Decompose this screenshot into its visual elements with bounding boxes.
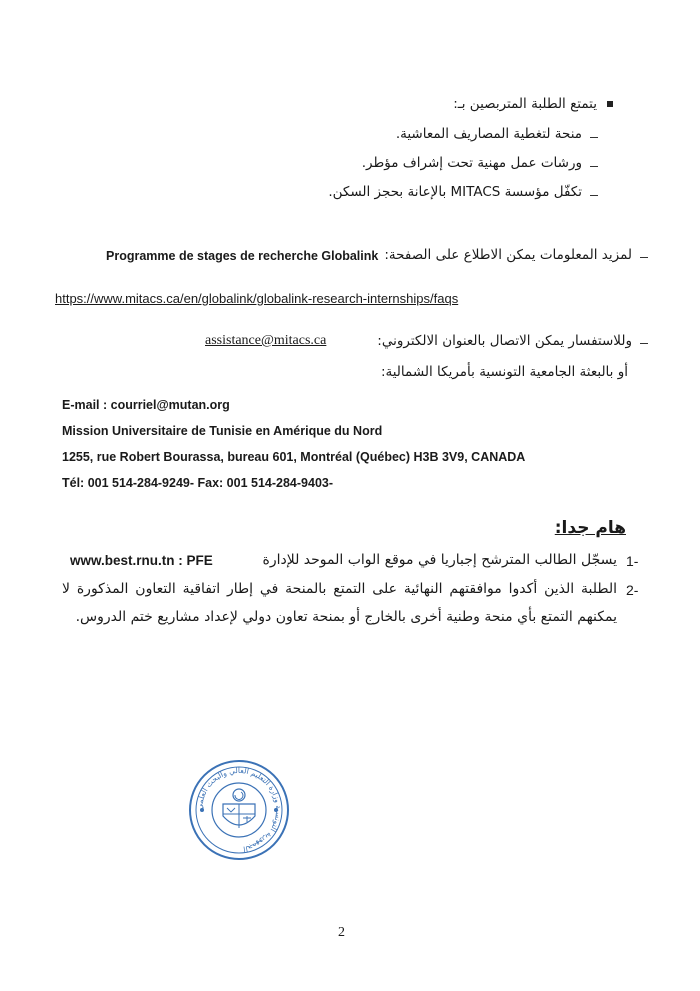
list-dash (590, 166, 598, 167)
item-number: 2- (626, 582, 639, 598)
list-dash (640, 343, 648, 344)
seal-text: الجمهورية التونسية وزارة التعليم العالي والبحث العلمي (194, 765, 284, 854)
benefits-intro: يتمتع الطلبة المتربصين بـ: (453, 96, 597, 112)
best-url-code: www.best.rnu.tn : PFE (70, 553, 213, 568)
mission-email: E-mail : courriel@mutan.org (62, 398, 230, 412)
bullet-square (607, 101, 613, 107)
page-number: 2 (338, 925, 345, 940)
contact-text: وللاستفسار يمكن الاتصال بالعنوان الالكتروني: (377, 333, 632, 349)
program-name: Programme de stages de recherche Globalink (106, 249, 379, 263)
seal-icon (187, 758, 291, 862)
benefit-item: تكفّل مؤسسة MITACS بالإعانة بحجز السكن. (328, 184, 582, 200)
item-number: 1- (626, 553, 639, 569)
mission-name: Mission Universitaire de Tunisie en Amérique du Nord (62, 424, 383, 438)
benefit-item: منحة لتغطية المصاريف المعاشية. (395, 126, 582, 142)
list-dash (590, 195, 598, 196)
important-title: هام جدا: (554, 518, 626, 538)
benefit-item: ورشات عمل مهنية تحت إشراف مؤطر. (361, 155, 582, 171)
faq-link[interactable]: https://www.mitacs.ca/en/globalink/globalink-research-internships/faqs (55, 291, 459, 306)
more-info-text: لمزيد المعلومات يمكن الاطلاع على الصفحة: (384, 247, 632, 263)
list-dash (590, 137, 598, 138)
important-item-1: يسجّل الطالب المترشح إجباريا في موقع الواب الموحد للإدارة (262, 552, 617, 568)
mission-phone: Tél: 001 514-284-9249- Fax: 001 514-284-9403- (62, 476, 334, 490)
official-seal (187, 758, 291, 862)
important-item-2: الطلبة الذين أكدوا موافقتهم النهائية على التمتع بالمنحة في إطار اتفاقية التعاون المذكورة لا يمكنهم التمتع بأي منحة وطنية أخرى بالخارج أو بمنحة تعاون دولي لإعداد مشاريع ختم الدروس. (62, 581, 617, 625)
list-dash (640, 257, 648, 258)
mission-address: 1255, rue Robert Bourassa, bureau 601, Montréal (Québec) H3B 3V9, CANADA (62, 450, 526, 464)
contact-alt-text: أو بالبعثة الجامعية التونسية بأمريكا الشمالية: (380, 364, 628, 380)
contact-email-link[interactable]: assistance@mitacs.ca (205, 333, 327, 348)
